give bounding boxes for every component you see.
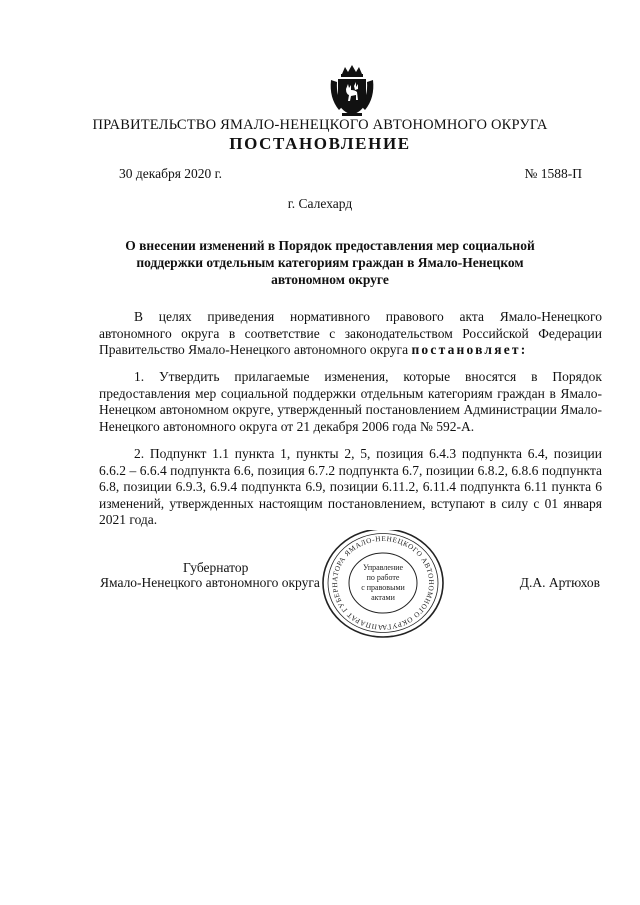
preamble-text: В целях приведения нормативного правового акта Ямало-Ненецкого автономного округа в соответствие с законодательством Российской Федерации Правительство Ямало-Ненецкого автономного округа (99, 309, 602, 357)
stamp-center-line-2: по работе (366, 573, 400, 582)
document-number: № 1588-П (524, 166, 582, 181)
document-type: ПОСТАНОВЛЕНИЕ (229, 134, 411, 153)
document-city: г. Салехард (287, 196, 353, 211)
government-name: ПРАВИТЕЛЬСТВО ЯМАЛО-НЕНЕЦКОГО АВТОНОМНОГО ОКРУГА (92, 117, 548, 133)
signer-title-line-1: Губернатор (183, 560, 249, 575)
stamp-ring-text: АППАРАТ ГУБЕРНАТОРА ЯМАЛО-НЕНЕЦКОГО АВТОНОМНОГО ОКРУГА (330, 534, 436, 632)
item-2-paragraph: 2. Подпункт 1.1 пункта 1, пункты 2, 5, позиция 6.4.3 подпункта 6.4, позиции 6.6.2 – 6.6.4 подпункта 6.6, позиция 6.7.2 подпункта 6.7, позиции 6.8.2, 6.8.6 подпункта 6.8, позиции 6.9.3, 6.9.4 подпункта 6.9, позиции 6.11.2, 6.11.4 подпункта 6.11 пункта 6 изменений, утвержденных настоящим постановлением, вступают в силу с 01 января 2021 года. (99, 446, 602, 527)
stamp-center-line-4: актами (371, 593, 395, 602)
stamp-center-line-1: Управление (362, 563, 404, 572)
signer-name: Д.А. Артюхов (519, 575, 600, 590)
resolves-keyword: постановляет: (411, 342, 528, 357)
document-subject: О внесении изменений в Порядок предоставления мер социальной поддержки отдельным категориям граждан в Ямало-Ненецком автономном округе (125, 238, 535, 287)
item-1-paragraph: 1. Утвердить прилагаемые изменения, которые вносятся в Порядок предоставления мер социальной поддержки отдельным категориям граждан в Ямало-Ненецком автономном округе, утвержденный постановлением Администрации Ямало-Ненецкого автономного округа от 21 декабря 2006 года № 592-А. (99, 369, 602, 434)
preamble-paragraph (99, 309, 602, 359)
signer-title-line-2: Ямало-Ненецкого автономного округа (100, 575, 320, 590)
document-date: 30 декабря 2020 г. (119, 166, 223, 181)
yamal-coat-of-arms-icon (327, 64, 377, 118)
official-stamp (313, 530, 453, 642)
stamp-center-line-3: с правовыми (361, 583, 405, 592)
